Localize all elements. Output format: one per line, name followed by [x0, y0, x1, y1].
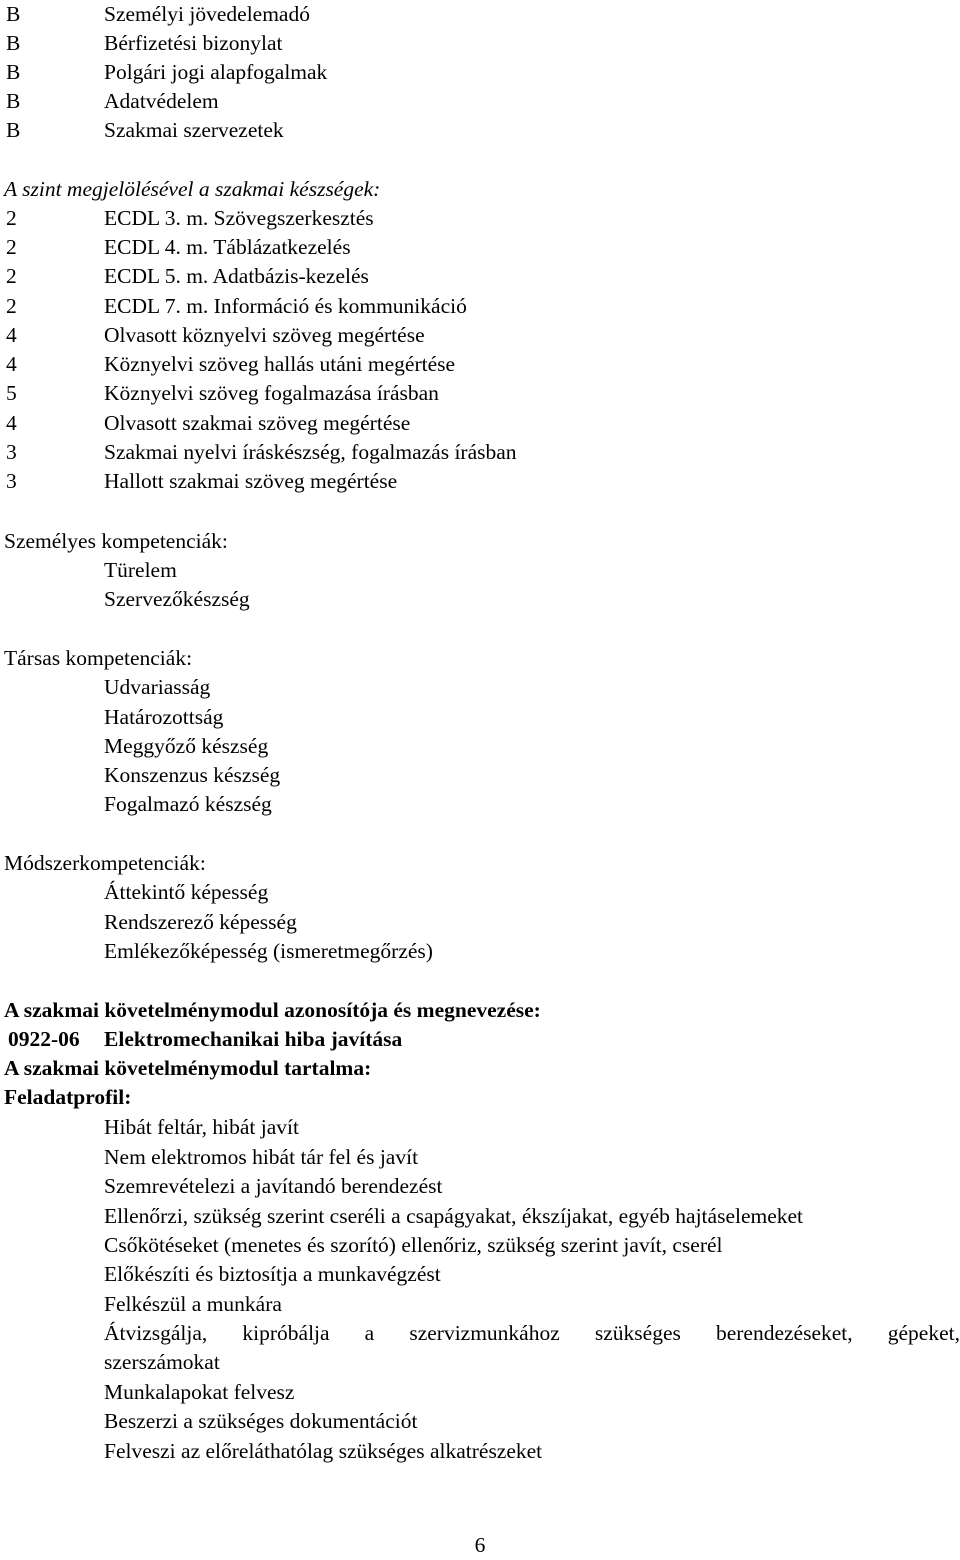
social-heading: Társas kompetenciák: — [4, 646, 193, 670]
list-item: Meggyőző készség — [104, 734, 269, 758]
level-marker: B — [6, 60, 21, 84]
level-marker: 2 — [6, 206, 17, 230]
module-name: Elektromechanikai hiba javítása — [104, 1027, 403, 1051]
method-heading: Módszerkompetenciák: — [4, 851, 206, 875]
level-marker: B — [6, 118, 21, 142]
item-text: Hallott szakmai szöveg megértése — [104, 469, 398, 493]
task-item: Felveszi az előreláthatólag szükséges alkatrészeket — [104, 1439, 543, 1463]
task-item: Munkalapokat felvesz — [104, 1380, 295, 1404]
item-text: ECDL 7. m. Információ és kommunikáció — [104, 294, 467, 318]
item-text: Személyi jövedelemadó — [104, 2, 310, 26]
level-marker: 5 — [6, 381, 17, 405]
level-marker: 2 — [6, 235, 17, 259]
module-id-heading: A szakmai követelménymodul azonosítója és megnevezése: — [4, 998, 541, 1022]
level-marker: B — [6, 2, 21, 26]
level-marker: 4 — [6, 352, 17, 376]
list-item: Határozottság — [104, 705, 224, 729]
task-item: szerszámokat — [104, 1350, 220, 1374]
module-content-heading: A szakmai követelménymodul tartalma: — [4, 1056, 372, 1080]
level-marker: B — [6, 31, 21, 55]
list-item: Fogalmazó készség — [104, 792, 272, 816]
skills-heading: A szint megjelölésével a szakmai készségek: — [4, 177, 381, 201]
item-text: Szakmai nyelvi íráskészség, fogalmazás írásban — [104, 440, 517, 464]
level-marker: 4 — [6, 411, 17, 435]
task-item: Csőkötéseket (menetes és szorító) ellenőriz, szükség szerint javít, cserél — [104, 1233, 723, 1257]
item-text: Olvasott köznyelvi szöveg megértése — [104, 323, 425, 347]
list-item: Szervezőkészség — [104, 587, 250, 611]
list-item: Áttekintő képesség — [104, 880, 269, 904]
module-code: 0922-06 — [8, 1027, 80, 1051]
item-text: Bérfizetési bizonylat — [104, 31, 283, 55]
task-item: Átvizsgálja, kipróbálja a szervizmunkához szükséges berendezéseket, gépeket, — [104, 1321, 960, 1345]
item-text: Köznyelvi szöveg hallás utáni megértése — [104, 352, 456, 376]
item-text: ECDL 4. m. Táblázatkezelés — [104, 235, 351, 259]
list-item: Udvariasság — [104, 675, 211, 699]
task-item: Felkészül a munkára — [104, 1292, 282, 1316]
task-item: Ellenőrzi, szükség szerint cseréli a csapágyakat, ékszíjakat, egyéb hajtáselemeket — [104, 1204, 804, 1228]
level-marker: 4 — [6, 323, 17, 347]
task-profile-heading: Feladatprofil: — [4, 1085, 132, 1109]
item-text: Olvasott szakmai szöveg megértése — [104, 411, 411, 435]
item-text: Adatvédelem — [104, 89, 219, 113]
item-text: Polgári jogi alapfogalmak — [104, 60, 328, 84]
level-marker: 3 — [6, 469, 17, 493]
item-text: Köznyelvi szöveg fogalmazása írásban — [104, 381, 439, 405]
task-item: Szemrevételezi a javítandó berendezést — [104, 1174, 443, 1198]
level-marker: 3 — [6, 440, 17, 464]
list-item: Konszenzus készség — [104, 763, 281, 787]
level-marker: 2 — [6, 294, 17, 318]
list-item: Emlékezőképesség (ismeretmegőrzés) — [104, 939, 433, 963]
level-marker: B — [6, 89, 21, 113]
item-text: ECDL 5. m. Adatbázis-kezelés — [104, 264, 369, 288]
level-marker: 2 — [6, 264, 17, 288]
task-item: Beszerzi a szükséges dokumentációt — [104, 1409, 418, 1433]
task-item: Előkészíti és biztosítja a munkavégzést — [104, 1262, 441, 1286]
task-item: Hibát feltár, hibát javít — [104, 1115, 299, 1139]
item-text: ECDL 3. m. Szövegszerkesztés — [104, 206, 374, 230]
personal-heading: Személyes kompetenciák: — [4, 529, 228, 553]
task-item: Nem elektromos hibát tár fel és javít — [104, 1145, 419, 1169]
list-item: Türelem — [104, 558, 177, 582]
item-text: Szakmai szervezetek — [104, 118, 284, 142]
list-item: Rendszerező képesség — [104, 910, 297, 934]
page-number: 6 — [474, 1533, 486, 1557]
